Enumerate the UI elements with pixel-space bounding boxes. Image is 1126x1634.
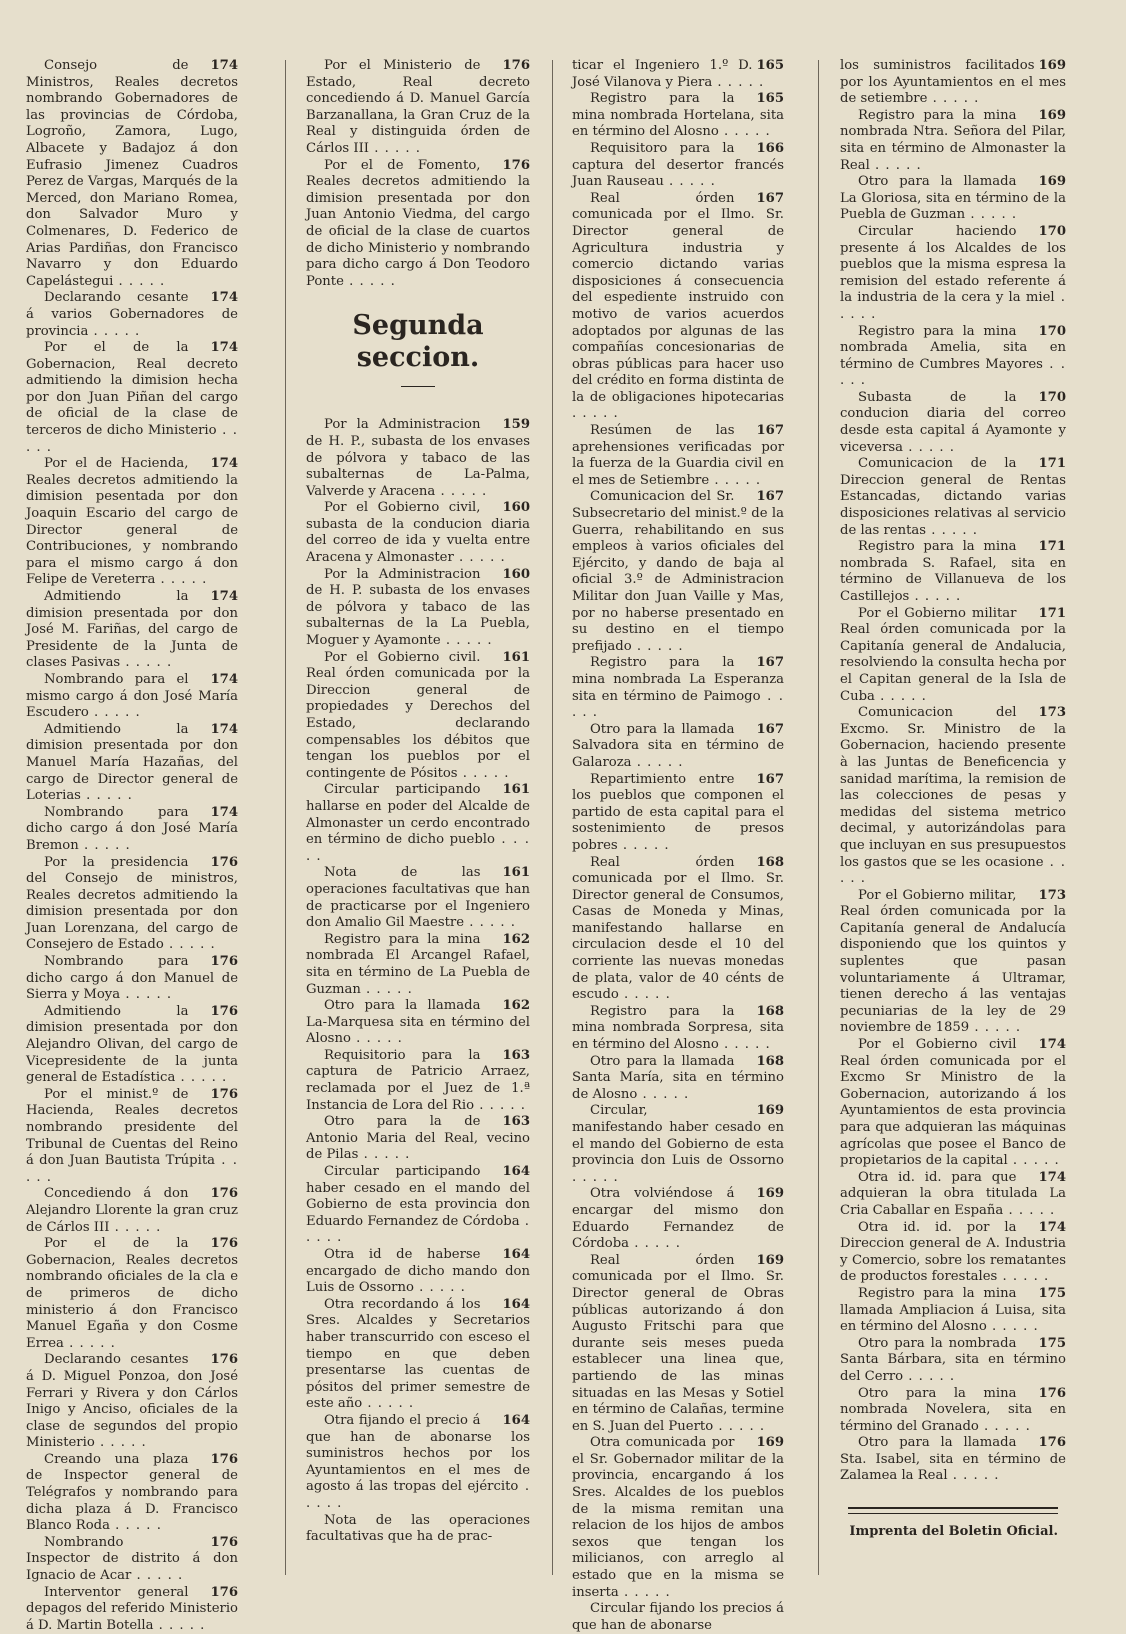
page-number: 168	[756, 1003, 784, 1019]
index-entry	[26, 1087, 238, 1187]
index-entry	[306, 1413, 530, 1513]
index-entry	[840, 456, 1066, 539]
entry-text: Circular fijando los precios á que han de abonarse	[572, 1601, 784, 1633]
page-number: 174	[1038, 1037, 1066, 1053]
page-number: 164	[502, 1247, 530, 1262]
entry-text: Otro para la llamada Sta. Isabel, sita en término de Zalamea la Real . . .	[840, 1435, 1066, 1483]
entry-text: Otra comunicada por el Sr. Gobernador militar de la provincia, encargando á los Sres. Alcaldes de los pueblos de la misma remitan una relacion de los hijos de ambos sexos que tengan los milicianos, con arreglo al estado que en la misma se inserta . . .	[572, 1435, 784, 1599]
index-column-2	[306, 58, 530, 1546]
page-number: 171	[1038, 605, 1066, 621]
page-number: 175	[1038, 1335, 1066, 1351]
entry-text: Otro para la mina nombrada Novelera, sita en término del Granado . . .	[840, 1386, 1066, 1434]
index-entry	[26, 1535, 238, 1585]
entry-text: Por el Gobierno militar, Real órden comunicada por la Capitanía general de Andalucía disponiendo que los quintos y suplentes que pasan voluntariamente á Ultramar, tienen derecho á las ventajas pecuniarias de la ley de 29 noviembre de 1859 . . .	[840, 888, 1066, 1036]
entry-text: Declarando cesantes á D. Miguel Ponzoa, don José Ferrari y Rivera y don Cárlos Inigo y Anciso, oficiales de la clase de segundos del propio Ministerio . . .	[26, 1352, 238, 1450]
entry-text: Nombrando para dicho cargo á don Manuel de Sierra y Moya . . .	[26, 954, 238, 1002]
index-column-2-bottom	[306, 417, 530, 1545]
page-number: 162	[502, 931, 530, 947]
index-entry	[306, 1297, 530, 1413]
entry-text: Circular haciendo presente á los Alcaldes de los pueblos que la misma espresa la remision del estado referente á la industria de la cera y la miel . . .	[840, 224, 1066, 322]
entry-text: Comunicacion de la Direccion general de Rentas Estancadas, dictando varias disposiciones relativas al servicio de las rentas . . .	[840, 456, 1066, 537]
page-number: 171	[1038, 456, 1066, 472]
index-entry	[572, 91, 784, 141]
page-number: 166	[756, 140, 784, 156]
index-entry	[306, 650, 530, 783]
page-number: 170	[1038, 389, 1066, 405]
index-entry	[26, 1004, 238, 1087]
page-number: 176	[210, 1236, 238, 1252]
page-number: 176	[210, 1584, 238, 1600]
page-number: 174	[210, 456, 238, 472]
page-number: 159	[502, 417, 530, 433]
entry-text: Por la presidencia del Consejo de ministros, Reales decretos admitiendo la dimision presentada por don Juan Lorenzana, del cargo de Consejero de Estado . . .	[26, 855, 238, 953]
page-number: 169	[756, 1103, 784, 1119]
index-entry	[572, 855, 784, 1004]
index-column-4-entries	[840, 58, 1066, 1485]
index-entry	[572, 1186, 784, 1252]
index-entry	[840, 390, 1066, 456]
index-entry	[572, 655, 784, 721]
index-entry	[840, 1336, 1066, 1386]
entry-text: Registro para la mina nombrada Hortelana, sita en término del Alosno . . .	[572, 91, 784, 139]
page-number: 176	[1038, 1435, 1066, 1451]
index-entry	[306, 865, 530, 931]
entry-text: Comunicacion del Excmo. Sr. Ministro de la Gobernacion, haciendo presente à las Juntas de Beneficencia y sanidad marítima, la remision de las colecciones de pesas y medidas del sistema metrico decimal, y autorizándolas para que incluyan en sus presupuestos los gastos que se les ocasione . . .	[840, 705, 1066, 886]
index-entry	[26, 290, 238, 340]
entry-text: Por el de la Gobernacion, Real decreto admitiendo la dimision hecha por don Juan Piñan del cargo de oficial de la clase de terceros de dicho Ministerio . . .	[26, 340, 238, 455]
page-number: 169	[756, 1186, 784, 1202]
index-entry	[306, 1247, 530, 1297]
index-column-4	[840, 58, 1066, 1541]
entry-text: Otro para la nombrada Santa Bárbara, sita en término del Cerro . . .	[840, 1336, 1066, 1384]
page-number: 175	[1038, 1285, 1066, 1301]
entry-text: Nombrando para dicho cargo á don José María Bremon . . .	[26, 805, 238, 853]
page-number: 161	[502, 865, 530, 881]
entry-text: Requisitorio para la captura de Patricio Arraez, reclamada por el Juez de 1.ª Instancia de Lora del Rio . . .	[306, 1048, 530, 1113]
index-entry	[306, 158, 530, 291]
index-entry	[840, 1386, 1066, 1436]
page-number: 160	[502, 500, 530, 516]
entry-text: Real órden comunicada por el Ilmo. Sr. Director general de Consumos, Casas de Moneda y Minas, manifestando hallarse en circulacion desde el 10 del corriente las nuevas monedas de plata, valor de 40 cénts de escudo . . .	[572, 855, 784, 1003]
index-entry	[840, 539, 1066, 605]
entry-text: Otro para la llamada Salvadora sita en término de Galaroza . . .	[572, 722, 784, 770]
entry-text: Subasta de la conducion diaria del correo desde esta capital á Ayamonte y viceversa . . .	[840, 390, 1066, 455]
index-entry	[306, 1048, 530, 1114]
index-entry	[840, 1286, 1066, 1336]
index-entry	[26, 805, 238, 855]
index-entry	[572, 423, 784, 489]
index-entry	[840, 606, 1066, 706]
page-number: 161	[502, 782, 530, 798]
entry-text: Otra fijando el precio á que han de abonarse los suministros hechos por los Ayuntamientos en el mes de agosto á las tropas del ejército . . .	[306, 1413, 530, 1511]
entry-text: Por el Gobierno civil, subasta de la conducion diaria del correo de ida y vuelta entre Aracena y Almonaster . . .	[306, 500, 530, 565]
column-divider	[552, 60, 553, 1575]
entry-text: Resúmen de las aprehensiones verificadas por la fuerza de la Guardia civil en el mes de Setiembre . . .	[572, 423, 784, 488]
page-number: 170	[1038, 223, 1066, 239]
entry-text: Admitiendo la dimision presentada por don Manuel María Hazañas, del cargo de Director general de Loterias . . .	[26, 722, 238, 803]
entry-text: Otra id. id. por la Direccion general de A. Industria y Comercio, sobre los rematantes de productos forestales . . .	[840, 1220, 1066, 1285]
page-number: 167	[756, 655, 784, 671]
entry-text: Interventor general depagos del referido Ministerio á D. Martin Botella . . .	[26, 1585, 238, 1633]
entry-text: Por el de Fomento, Reales decretos admitiendo la dimision presentada por don Juan Antonio Viedma, del cargo de oficial de la clase de cuartos de dicho Ministerio y nombrando para dicho cargo á Don Teodoro Ponte . . .	[306, 158, 530, 289]
page-number: 176	[210, 1186, 238, 1202]
entry-text: Otro para la de Antonio Maria del Real, vecino de Pilas . . .	[306, 1114, 530, 1162]
index-entry	[26, 589, 238, 672]
index-entry	[306, 417, 530, 500]
page-number: 176	[1038, 1385, 1066, 1401]
entry-text: Admitiendo la dimision presentada por don José M. Fariñas, del cargo de Presidente de la Junta de clases Pasivas . . .	[26, 589, 238, 670]
page-number: 176	[502, 58, 530, 73]
page-number: 169	[756, 1252, 784, 1268]
page-number: 169	[1038, 107, 1066, 123]
index-entry	[306, 782, 530, 865]
page-number: 167	[756, 489, 784, 505]
entry-text: Por el minist.º de Hacienda, Reales decretos nombrando presidente del Tribunal de Cuentas del Reino á don Juan Bautista Trúpita . . .	[26, 1087, 238, 1185]
index-column-3	[572, 58, 784, 1634]
index-entry	[306, 1513, 530, 1546]
page-number: 163	[502, 1047, 530, 1063]
entry-text: Circular, manifestando haber cesado en el mando del Gobierno de esta provincia don Luis de Ossorno . . .	[572, 1103, 784, 1184]
index-column-2-top	[306, 58, 530, 290]
index-entry	[26, 340, 238, 456]
entry-text: Registro para la mina nombrada S. Rafael, sita en término de Villanueva de los Castillejos . . .	[840, 539, 1066, 604]
index-entry	[840, 324, 1066, 390]
index-entry	[572, 191, 784, 423]
index-entry	[26, 456, 238, 589]
index-entry	[26, 58, 238, 290]
page-number: 174	[210, 290, 238, 306]
footer-rule	[848, 1513, 1058, 1514]
index-entry	[26, 855, 238, 955]
footer-rule	[848, 1507, 1058, 1509]
entry-text: Admitiendo la dimision presentada por don Alejandro Olivan, del cargo de Vicepresidente de la junta general de Estadística . . .	[26, 1004, 238, 1085]
page-number: 167	[756, 190, 784, 206]
index-entry	[840, 224, 1066, 324]
page-number: 174	[210, 804, 238, 820]
entry-text: Por el Gobierno civil. Real órden comunicada por la Direccion general de propiedades y Derechos del Estado, declarando compensables los débitos que tengan los pueblos por el contingente de Pósitos . . .	[306, 650, 530, 781]
page-number: 169	[756, 1435, 784, 1451]
entry-text: Otro para la llamada La Gloriosa, sita en término de la Puebla de Guzman . . .	[840, 174, 1066, 222]
index-entry	[26, 1236, 238, 1352]
index-entry	[572, 1435, 784, 1601]
page-number: 171	[1038, 539, 1066, 555]
index-entry	[572, 141, 784, 191]
entry-text: Otro para la llamada La-Marquesa sita en término del Alosno . . .	[306, 998, 530, 1046]
imprint: Imprenta del Boletin Oficial.	[849, 1524, 1058, 1540]
page-number: 174	[1038, 1219, 1066, 1235]
page-number: 169	[1038, 58, 1066, 73]
page-number: 176	[210, 954, 238, 970]
entry-text: Por la Administracion de H. P., subasta de los envases de pólvora y tabaco de las subalternas de La-Palma, Valverde y Aracena . . .	[306, 417, 530, 498]
index-entry	[840, 58, 1066, 108]
entry-text: Registro para la mina nombrada La Esperanza sita en término de Paimogo . . .	[572, 655, 784, 720]
page-number: 162	[502, 998, 530, 1014]
index-entry	[840, 888, 1066, 1037]
entry-text: Real órden comunicada por el Ilmo. Sr. Director general de Agricultura industria y comercio dictando varias disposiciones á consecuencia del espediente instruido con motivo de varios acuerdos adoptados por algunas de las compañías concesionarias de obras públicas para hacer uso del crédito en forma distinta de la de obligaciones hipotecarias . . .	[572, 191, 784, 422]
page-number: 174	[210, 589, 238, 604]
index-entry	[572, 1253, 784, 1436]
entry-text: Nota de las operaciones facultativas que han de practicarse por el Ingeniero don Amalio Gil Maestre . . .	[306, 865, 530, 930]
section-divider	[401, 386, 435, 387]
entry-text: Consejo de Ministros, Reales decretos nombrando Gobernadores de las provincias de Córdoba, Logroño, Zamora, Lugo, Albacete y Badajoz á don Eufrasio Jimenez Cuadros Perez de Vargas, Marqués de la Merced, don Mariano Romea, don Salvador Muro y Colmenares, D. Federico de Arias Pardiñas, don Francisco Navarro y don Eduardo Capelástegui . . .	[26, 58, 238, 289]
entry-text: Otra id. id. para que adquieran la obra titulada La Cria Caballar en España . . .	[840, 1170, 1066, 1218]
index-entry	[572, 1103, 784, 1186]
entry-text: Creando una plaza de Inspector general de Telégrafos y nombrando para dicha plaza á D. Francisco Blanco Roda . . .	[26, 1452, 238, 1533]
entry-text: Declarando cesante á varios Gobernadores de provincia . . .	[26, 290, 238, 338]
index-entry	[26, 1186, 238, 1236]
index-entry	[306, 500, 530, 566]
entry-text: Registro para la mina nombrada Ntra. Señora del Pilar, sita en término de Almonaster la Real . . .	[840, 108, 1066, 173]
index-entry	[306, 1114, 530, 1164]
index-entry	[306, 932, 530, 998]
page-number: 163	[502, 1114, 530, 1130]
index-entry	[26, 1352, 238, 1452]
page-number: 176	[210, 1003, 238, 1019]
entry-text: ticar el Ingeniero 1.º D. José Vilanova y Piera . . .	[572, 58, 764, 90]
page-number: 176	[502, 157, 530, 173]
index-column-1	[26, 58, 238, 1634]
entry-text: Registro para la mina nombrada Sorpresa, sita en término del Alosno . . .	[572, 1004, 784, 1052]
page-number: 176	[210, 1534, 238, 1550]
page-number: 164	[502, 1412, 530, 1428]
page-number: 167	[756, 771, 784, 787]
index-entry	[840, 1435, 1066, 1485]
page-number: 170	[1038, 323, 1066, 339]
page-number: 174	[210, 58, 238, 73]
page-number: 176	[210, 854, 238, 870]
page-number: 169	[1038, 174, 1066, 190]
index-entry	[572, 489, 784, 655]
page-number: 167	[756, 423, 784, 439]
index-entry	[572, 1054, 784, 1104]
page-number: 164	[502, 1296, 530, 1312]
page-number: 174	[1038, 1169, 1066, 1185]
page-number: 165	[756, 91, 784, 107]
index-entry	[840, 705, 1066, 888]
page-number: 164	[502, 1164, 530, 1180]
index-entry	[306, 1164, 530, 1247]
entry-text: Concediendo á don Alejandro Llorente la gran cruz de Cárlos III . . .	[26, 1186, 238, 1234]
entry-text: Otra id de haberse encargado de dicho mando don Luis de Ossorno . . .	[306, 1247, 530, 1295]
entry-text: Por la Administracion de H. P. subasta de los envases de pólvora y tabaco de las subalternas de la La Puebla, Moguer y Ayamonte . . .	[306, 567, 530, 648]
index-entry	[840, 174, 1066, 224]
entry-text: Registro para la mina llamada Ampliacion á Luisa, sita en término del Alosno . . .	[840, 1286, 1066, 1334]
index-entry	[26, 722, 238, 805]
entry-text: Real órden comunicada por el Ilmo. Sr. Director general de Obras públicas autorizando á don Augusto Fritschi para que durante seis meses pueda establecer una linea que, partiendo de las minas situadas en las Mesas y Sotiel en término de Calañas, termine en S. Juan del Puerto . . .	[572, 1253, 784, 1434]
page-number: 161	[502, 649, 530, 665]
entry-text: Comunicacion del Sr. Subsecretario del minist.º de la Guerra, rehabilitando en sus empleos à varios oficiales del Ejército, y dando de baja al oficial 3.º de Administracion Militar don Juan Vaille y Mas, por no haberse presentado en su destino en el tiempo prefijado . . .	[572, 489, 784, 653]
index-entry	[572, 58, 784, 91]
page-number: 176	[210, 1086, 238, 1102]
entry-text: Circular participando haber cesado en el mando del Gobierno de esta provincia don Eduardo Fernandez de Córdoba . . .	[306, 1164, 530, 1245]
entry-text: Otro para la llamada Santa María, sita en término de Alosno . . .	[572, 1054, 784, 1102]
index-entry	[306, 58, 530, 158]
entry-text: Por el Ministerio de Estado, Real decreto concediendo á D. Manuel García Barzanallana, la Gran Cruz de la Real y distinguida órden de Cárlos III . . .	[306, 58, 530, 156]
entry-text: Otra volviéndose á encargar del mismo don Eduardo Fernandez de Córdoba . . .	[572, 1186, 784, 1251]
entry-text: Registro para la mina nombrada Amelia, sita en término de Cumbres Mayores . . .	[840, 324, 1066, 389]
page-number: 174	[210, 671, 238, 687]
index-entry	[572, 1601, 784, 1634]
entry-text: Por el Gobierno civil Real órden comunicada por el Excmo Sr Ministro de la Gobernacion, autorizando á los Ayuntamientos de esta provincia para que adquieran las máquinas agrícolas que posee el Banco de propietarios de la capital . . .	[840, 1037, 1066, 1168]
index-entry	[26, 1452, 238, 1535]
page-number: 173	[1038, 887, 1066, 903]
entry-text: los suministros facilitados por los Ayuntamientos en el mes de setiembre . . .	[840, 58, 1066, 106]
section-title: Segunda seccion.	[352, 310, 484, 374]
page-number: 176	[210, 1352, 238, 1368]
entry-text: Nota de las operaciones facultativas que ha de prac-	[306, 1512, 530, 1545]
index-entry	[26, 672, 238, 722]
page-number: 176	[210, 1451, 238, 1467]
index-entry	[26, 1585, 238, 1634]
index-entry	[26, 954, 238, 1004]
column-divider	[818, 60, 819, 1575]
entry-text: Por el de Hacienda, Reales decretos admitiendo la dimision pesentada por don Joaquin Escario del cargo de Director general de Contribuciones, y nombrando para el mismo cargo á don Felipe de Vereterra . . .	[26, 456, 238, 587]
index-entry	[840, 1220, 1066, 1286]
index-entry	[840, 1170, 1066, 1220]
index-entry	[572, 1004, 784, 1054]
index-entry	[306, 567, 530, 650]
index-entry	[840, 108, 1066, 174]
page-number: 168	[756, 1053, 784, 1069]
page-number: 173	[1038, 705, 1066, 721]
page-number: 174	[210, 340, 238, 356]
page-number: 165	[756, 58, 784, 73]
entry-text: Por el de la Gobernacion, Reales decretos nombrando oficiales de la cla e de primeros de dicho ministerio á don Francisco Manuel Egaña y don Cosme Errea . . .	[26, 1236, 238, 1351]
entry-text: Nombrando para el mismo cargo á don José María Escudero . . .	[26, 672, 238, 720]
column-divider	[285, 60, 286, 1575]
page-number: 167	[756, 721, 784, 737]
index-entry	[306, 998, 530, 1048]
entry-text: Registro para la mina nombrada El Arcangel Rafael, sita en término de La Puebla de Guzman . . .	[306, 932, 530, 997]
index-entry	[572, 722, 784, 772]
page-number: 160	[502, 566, 530, 582]
page-number: 174	[210, 721, 238, 737]
entry-text: Circular participando hallarse en poder del Alcalde de Almonaster un cerdo encontrado en término de dicho pueblo . . .	[306, 782, 530, 863]
entry-text: Otra recordando á los Sres. Alcaldes y Secretarios haber transcurrido con esceso el tiempo en que deben presentarse las cuentas de pósitos del primer semestre de este año . . .	[306, 1297, 530, 1412]
entry-text: Requisitoro para la captura del desertor francés Juan Rauseau . . .	[572, 141, 784, 189]
page-number: 168	[756, 854, 784, 870]
entry-text: Nombrando Inspector de distrito á don Ignacio de Acar . . .	[26, 1535, 238, 1583]
entry-text: Repartimiento entre los pueblos que componen el partido de esta capital para el sostenimiento de presos pobres . . .	[572, 772, 784, 853]
index-entry	[840, 1037, 1066, 1170]
index-entry	[572, 772, 784, 855]
entry-text: Por el Gobierno militar Real órden comunicada por la Capitanía general de Andalucia, resolviendo la consulta hecha por el Capitan general de la Isla de Cuba . . .	[840, 606, 1066, 704]
